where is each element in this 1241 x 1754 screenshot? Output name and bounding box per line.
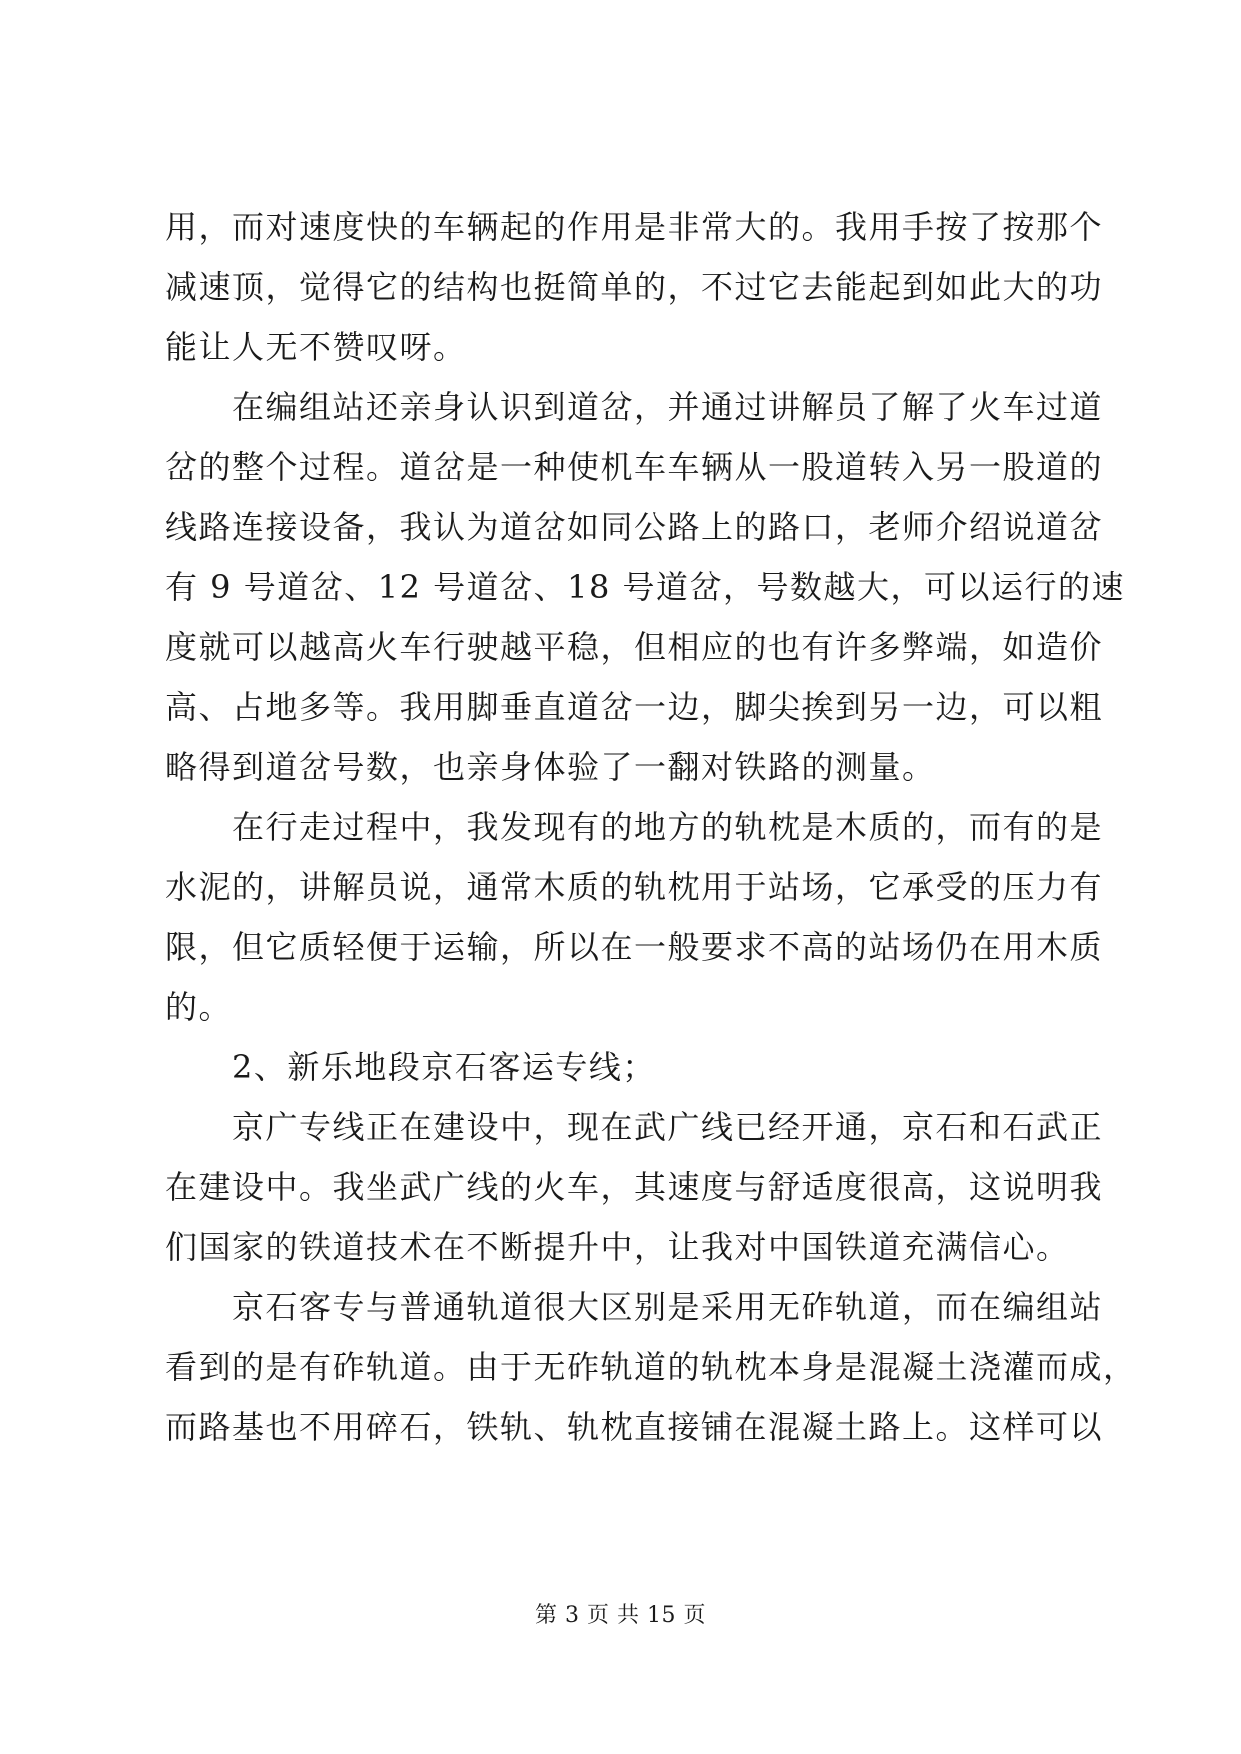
body-text-line: 水泥的，讲解员说，通常木质的轨枕用于站场，它承受的压力有 [165,868,1104,906]
body-text-line: 在建设中。我坐武广线的火车，其速度与舒适度很高，这说明我 [165,1168,1104,1206]
body-text-line: 看到的是有砟轨道。由于无砟轨道的轨枕本身是混凝土浇灌而成， [165,1348,1137,1386]
page-number-footer: 第 3 页 共 15 页 [535,1603,706,1628]
body-text-line: 高、占地多等。我用脚垂直道岔一边，脚尖挨到另一边，可以粗 [165,688,1104,726]
section-heading: 2、新乐地段京石客运专线； [232,1048,656,1086]
body-text-line: 有 9 号道岔、12 号道岔、18 号道岔，号数越大，可以运行的速 [165,568,1125,606]
paragraph-first-line: 京石客专与普通轨道很大区别是采用无砟轨道，而在编组站 [232,1288,1104,1326]
paragraph-first-line: 在行走过程中，我发现有的地方的轨枕是木质的，而有的是 [232,808,1104,846]
paragraph-first-line: 京广专线正在建设中，现在武广线已经开通，京石和石武正 [232,1108,1104,1146]
body-text-line: 线路连接设备，我认为道岔如同公路上的路口，老师介绍说道岔 [165,508,1104,546]
body-text-line: 减速顶，觉得它的结构也挺简单的，不过它去能起到如此大的功 [165,268,1104,306]
body-text-line: 限，但它质轻便于运输，所以在一般要求不高的站场仍在用木质 [165,928,1104,966]
body-text-line: 的。 [165,988,233,1026]
body-text-line: 略得到道岔号数，也亲身体验了一翻对铁路的测量。 [165,748,936,786]
body-text-line: 度就可以越高火车行驶越平稳，但相应的也有许多弊端，如造价 [165,628,1104,666]
body-text-line: 而路基也不用碎石，铁轨、轨枕直接铺在混凝土路上。这样可以 [165,1408,1104,1446]
body-text-line: 岔的整个过程。道岔是一种使机车车辆从一股道转入另一股道的 [165,448,1104,486]
body-text-line: 能让人无不赞叹呀。 [165,328,467,366]
paragraph-first-line: 在编组站还亲身认识到道岔，并通过讲解员了解了火车过道 [232,388,1104,426]
body-text-line: 用，而对速度快的车辆起的作用是非常大的。我用手按了按那个 [165,208,1104,246]
body-text-line: 们国家的铁道技术在不断提升中，让我对中国铁道充满信心。 [165,1228,1070,1266]
